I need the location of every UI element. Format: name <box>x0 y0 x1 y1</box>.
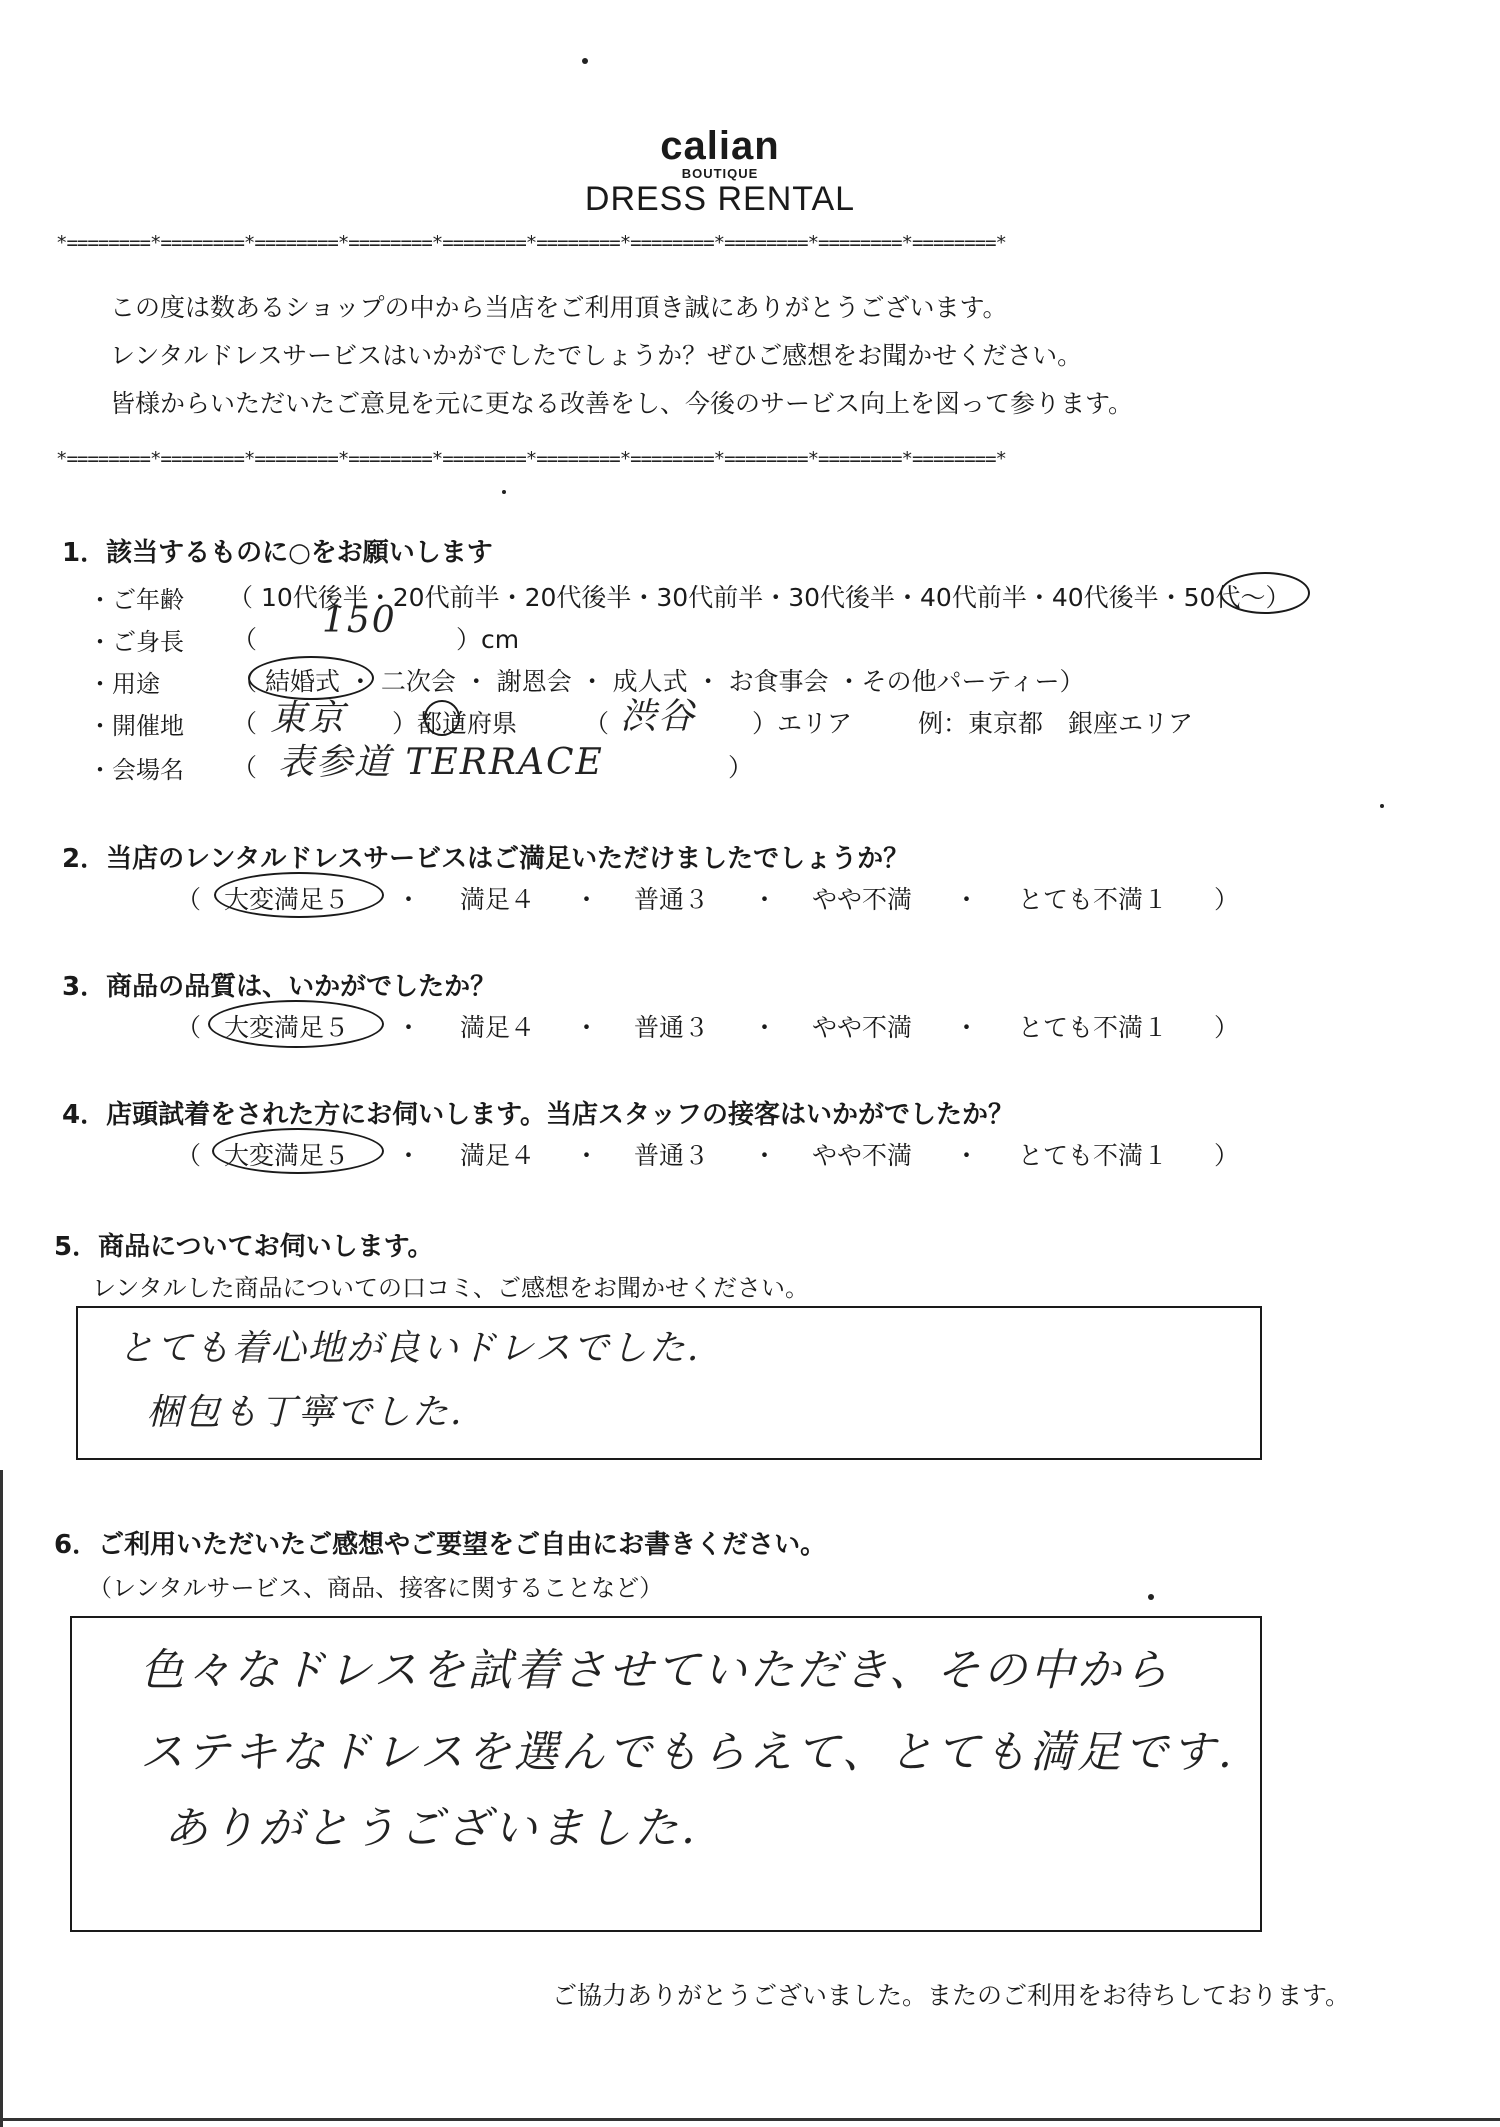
height-unit: ）cm <box>456 625 520 654</box>
divider-bottom: *========*========*========*========*========*========*========*========*========*========* <box>56 448 1006 470</box>
q2-sep: ・ <box>752 885 778 914</box>
q3-sep: ・ <box>752 1013 778 1042</box>
q2-close: ） <box>1214 885 1240 914</box>
footer-thanks: ご協力ありがとうございました。またのご利用をお待ちしております。 <box>551 1981 1350 2010</box>
q2-option-1: とても不満１ <box>1018 885 1169 914</box>
q4-title: 4．店頭試着をされた方にお伺いします。当店スタッフの接客はいかがでしたか？ <box>62 1100 1015 1130</box>
q4-option-4: 満足４ <box>460 1141 536 1170</box>
q4-open: （ <box>176 1141 202 1170</box>
q2-sep: ・ <box>574 885 600 914</box>
q4-option-2: やや不満 <box>812 1141 913 1170</box>
q5-title: 5．商品についてお伺いします。 <box>54 1232 434 1262</box>
q3-option-4: 満足４ <box>460 1013 536 1042</box>
q3-sep: ・ <box>396 1013 422 1042</box>
prefecture-type-circle <box>424 700 460 736</box>
q5-subtitle: レンタルした商品についての口コミ、ご感想をお聞かせください。 <box>92 1274 809 1302</box>
height-open: （ <box>232 625 258 654</box>
scan-speck <box>502 490 506 494</box>
page-edge-left <box>0 1470 3 2127</box>
venue-value: 表参道 TERRACE <box>278 742 604 783</box>
q4-selection-circle <box>212 1128 384 1174</box>
q4-sep: ・ <box>752 1141 778 1170</box>
q2-sep: ・ <box>954 885 980 914</box>
q6-answer-line-1: 色々なドレスを試着させていただき、その中から <box>140 1645 1171 1696</box>
q3-sep: ・ <box>954 1013 980 1042</box>
q2-option-5: 大変満足５ <box>224 885 350 914</box>
intro-line-3: 皆様からいただいたご意見を元に更なる改善をし、今後のサービス向上を図って参ります。 <box>110 389 1134 418</box>
purpose-options: （ 結婚式 ・ 二次会 ・ 謝恩会 ・ 成人式 ・ お食事会 ・その他パーティー） <box>232 667 1085 696</box>
area-example: 例：東京都 銀座エリア <box>918 709 1194 738</box>
venue-label: ・会場名 <box>88 756 184 784</box>
q4-close: ） <box>1214 1141 1240 1170</box>
q3-option-2: やや不満 <box>812 1013 913 1042</box>
prefecture-open: （ <box>232 709 258 738</box>
q6-answer-line-3: ありがとうございました. <box>164 1803 698 1854</box>
q5-answer-line-1: とても着心地が良いドレスでした. <box>118 1328 701 1369</box>
q3-option-5: 大変満足５ <box>224 1013 350 1042</box>
q4-option-3: 普通３ <box>634 1141 710 1170</box>
area-value: 渋谷 <box>620 696 697 737</box>
q3-option-3: 普通３ <box>634 1013 710 1042</box>
scan-speck <box>1148 1594 1154 1600</box>
q6-subtitle: （レンタルサービス、商品、接客に関することなど） <box>88 1574 664 1602</box>
intro-line-1: この度は数あるショップの中から当店をご利用頂き誠にありがとうございます。 <box>110 293 1008 322</box>
q3-sep: ・ <box>574 1013 600 1042</box>
brand-subtitle: BOUTIQUE <box>681 166 759 181</box>
q3-title: 3．商品の品質は、いかがでしたか？ <box>62 972 497 1002</box>
q2-option-3: 普通３ <box>634 885 710 914</box>
q4-option-1: とても不満１ <box>1018 1141 1169 1170</box>
venue-close: ） <box>728 753 754 782</box>
scan-speck <box>1380 804 1384 808</box>
area-open: （ <box>584 709 610 738</box>
q2-open: （ <box>176 885 202 914</box>
purpose-label: ・用途 <box>88 670 160 698</box>
venue-area-label: ・開催地 <box>88 712 184 740</box>
q6-answer-line-2: ステキなドレスを選んでもらえて、とても満足です. <box>140 1727 1235 1778</box>
q4-sep: ・ <box>396 1141 422 1170</box>
age-selection-circle <box>1220 572 1310 614</box>
q4-option-5: 大変満足５ <box>224 1141 350 1170</box>
age-label: ・ご年齢 <box>88 586 184 614</box>
divider-top: *========*========*========*========*========*========*========*========*========*========* <box>56 232 1006 254</box>
venue-open: （ <box>232 753 258 782</box>
q5-answer-line-2: 梱包も丁寧でした. <box>146 1392 464 1433</box>
prefecture-suffix: ）都道府県 <box>392 709 518 738</box>
q3-selection-circle <box>208 1000 384 1048</box>
q2-option-4: 満足４ <box>460 885 536 914</box>
service-title: DRESS RENTAL <box>584 180 856 218</box>
q2-sep: ・ <box>396 885 422 914</box>
q4-sep: ・ <box>574 1141 600 1170</box>
intro-line-2: レンタルドレスサービスはいかがでしたでしょうか？ぜひご感想をお聞かせください。 <box>110 341 1083 370</box>
brand-logo: calian <box>660 124 780 168</box>
q2-selection-circle <box>214 872 384 918</box>
page-edge-bottom <box>0 2118 1500 2121</box>
height-label: ・ご身長 <box>88 628 184 656</box>
age-options: （ 10代後半・20代前半・20代後半・30代前半・30代後半・40代前半・40代後半・50代〜） <box>228 583 1291 612</box>
q3-close: ） <box>1214 1013 1240 1042</box>
area-suffix: ）エリア <box>752 709 853 738</box>
q6-title: 6．ご利用いただいたご感想やご要望をご自由にお書きください。 <box>54 1530 827 1560</box>
q4-sep: ・ <box>954 1141 980 1170</box>
q2-option-2: やや不満 <box>812 885 913 914</box>
height-value: 150 <box>322 600 397 641</box>
q3-option-1: とても不満１ <box>1018 1013 1169 1042</box>
prefecture-value: 東京 <box>270 698 347 739</box>
scan-speck <box>582 58 588 64</box>
q2-title: 2．当店のレンタルドレスサービスはご満足いただけましたでしょうか？ <box>62 844 910 874</box>
q3-open: （ <box>176 1013 202 1042</box>
q1-title: 1．該当するものに○をお願いします <box>62 538 493 568</box>
